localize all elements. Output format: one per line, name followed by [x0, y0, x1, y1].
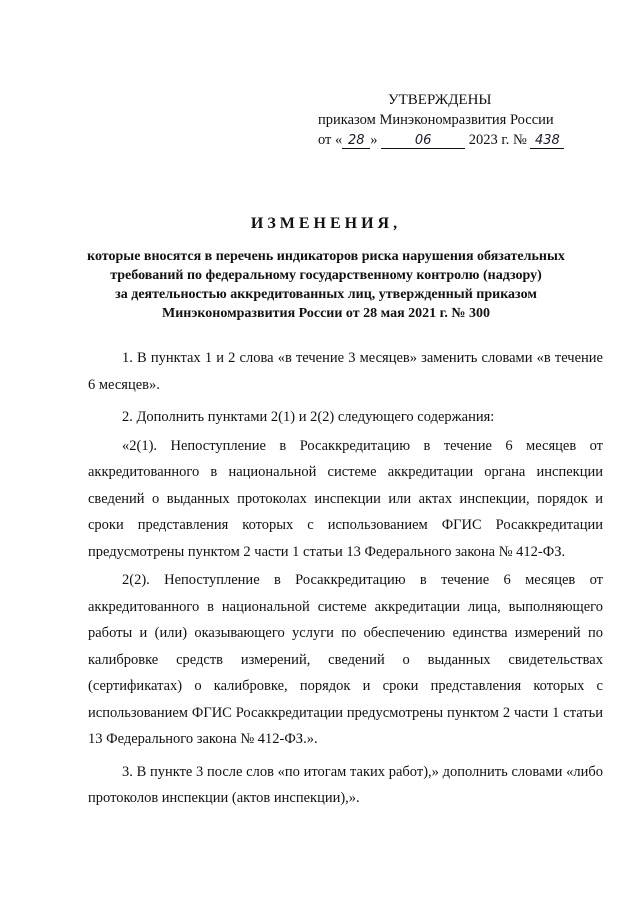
approval-quote-close: » [370, 132, 378, 148]
approval-year: 2023 г. № [468, 132, 527, 148]
approval-order-line: приказом Минэкономразвития России [318, 112, 554, 128]
document-body [88, 345, 603, 814]
heading-title: ИЗМЕНЕНИЯ, [250, 215, 402, 232]
document-heading [60, 215, 592, 323]
approval-number: 438 [530, 133, 564, 149]
approval-title: УТВЕРЖДЕНЫ [388, 92, 492, 108]
approval-from-prefix: от « [318, 132, 343, 148]
heading-subtitle-line: Минэкономразвития России от 28 мая 2021 г. № 300 [162, 306, 490, 321]
paragraph-2-2: 2(2). Непоступление в Росаккредитацию в течение 6 месяцев от аккредитованного в национальной системе аккредитации лица, выполняющего работы и (или) оказывающего услуги по обеспечению единства измерений по калибровке средств измерений, сведений о выданных свидетельствах (сертификатах) о калибровке, порядок и сроки представления которых с использованием ФГИС Росаккредитации предусмотрены пунктом 2 части 1 статьи 13 Федерального закона № 412-ФЗ.». [88, 572, 603, 747]
approval-block [318, 90, 588, 150]
heading-subtitle-line: требований по федеральному государственному контролю (надзору) [110, 268, 542, 283]
paragraph-1: 1. В пунктах 1 и 2 слова «в течение 3 месяцев» заменить словами «в течение 6 месяцев». [88, 350, 603, 393]
paragraph-2-1: «2(1). Непоступление в Росаккредитацию в течение 6 месяцев от аккредитованного в национальной системе аккредитации органа инспекции сведений о выданных протоколах инспекции или актах инспекции, порядок и сроки представления которых с использованием ФГИС Росаккредитации предусмотрены пунктом 2 части 1 статьи 13 Федерального закона № 412-ФЗ. [88, 437, 603, 560]
paragraph-3: 3. В пункте 3 после слов «по итогам таких работ),» дополнить словами «либо протоколов инспекции (актов инспекции),». [88, 763, 603, 806]
approval-day: 28 [342, 133, 370, 149]
approval-month: 06 [381, 133, 465, 149]
heading-subtitle-line: за деятельностью аккредитованных лиц, утвержденный приказом [115, 287, 537, 302]
approval-date-line [318, 130, 588, 150]
heading-subtitle-line: которые вносятся в перечень индикаторов риска нарушения обязательных [87, 249, 565, 264]
paragraph-2: 2. Дополнить пунктами 2(1) и 2(2) следующего содержания: [122, 409, 495, 425]
